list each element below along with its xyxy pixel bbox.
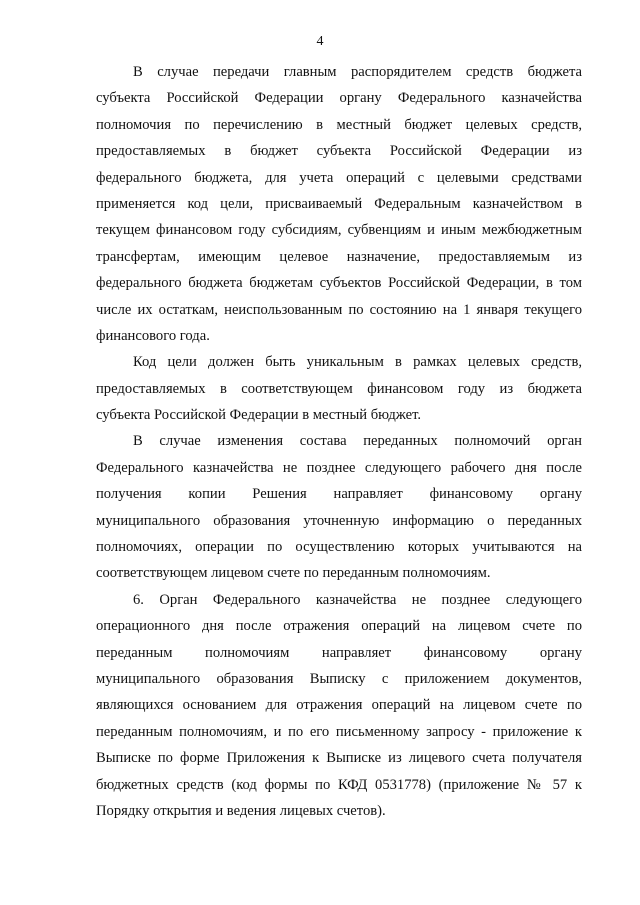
text-line: Выписке по форме Приложения к Выписке из лицевого счета получателя xyxy=(96,750,582,767)
text-line: федерального бюджета, для учета операций с целевыми средствами xyxy=(96,169,582,186)
paragraph xyxy=(96,59,582,349)
text-line: соответствующем лицевом счете по переданным полномочиям. xyxy=(96,565,491,582)
text-line: применяется код цели, присваиваемый Федеральным казначейством в xyxy=(96,195,582,212)
text-line: бюджетных средств (код формы по КФД 0531778) (приложение № 57 к xyxy=(96,776,582,793)
text-line: 6. Орган Федерального казначейства не позднее следующего xyxy=(133,591,582,608)
text-line: полномочия по перечислению в местный бюджет целевых средств, xyxy=(96,116,582,133)
text-line: муниципального образования уточненную информацию о переданных xyxy=(96,512,582,529)
text-line: субъекта Российской Федерации в местный бюджет. xyxy=(96,407,422,424)
document-body xyxy=(96,59,582,824)
text-line: предоставляемых в соответствующем финансовом году из бюджета xyxy=(96,380,582,397)
text-line: финансового года. xyxy=(96,327,210,344)
text-line: операционного дня после отражения операций на лицевом счете по xyxy=(96,618,582,635)
text-line: В случае изменения состава переданных полномочий орган xyxy=(133,433,582,450)
text-line: трансфертам, имеющим целевое назначение, предоставляемым из xyxy=(96,248,582,265)
text-line: являющихся основанием для отражения операций на лицевом счете по xyxy=(96,697,582,714)
paragraph xyxy=(96,587,582,825)
text-line: переданным полномочиям направляет финансовому органу xyxy=(96,644,582,661)
text-line: Порядку открытия и ведения лицевых счетов). xyxy=(96,802,386,819)
text-line: текущем финансовом году субсидиям, субвенциям и иным межбюджетным xyxy=(96,222,582,239)
paragraph xyxy=(96,349,582,428)
paragraph xyxy=(96,428,582,586)
text-line: Код цели должен быть уникальным в рамках целевых средств, xyxy=(133,354,582,371)
text-line: муниципального образования Выписку с приложением документов, xyxy=(96,670,582,687)
text-line: переданным полномочиям, и по его письменному запросу - приложение к xyxy=(96,723,582,740)
text-line: Федерального казначейства не позднее следующего рабочего дня после xyxy=(96,459,582,476)
text-line: числе их остаткам, неиспользованным по состоянию на 1 января текущего xyxy=(96,301,582,318)
text-line: В случае передачи главным распорядителем средств бюджета xyxy=(133,64,582,80)
text-line: предоставляемых в бюджет субъекта Российской Федерации из xyxy=(96,143,582,160)
page-number: 4 xyxy=(316,34,324,49)
text-line: полномочиях, операции по осуществлению которых учитываются на xyxy=(96,539,582,556)
text-line: получения копии Решения направляет финансовому органу xyxy=(96,486,582,503)
text-line: субъекта Российской Федерации органу Федерального казначейства xyxy=(96,90,582,107)
text-line: федерального бюджета бюджетам субъектов Российской Федерации, в том xyxy=(96,275,582,292)
